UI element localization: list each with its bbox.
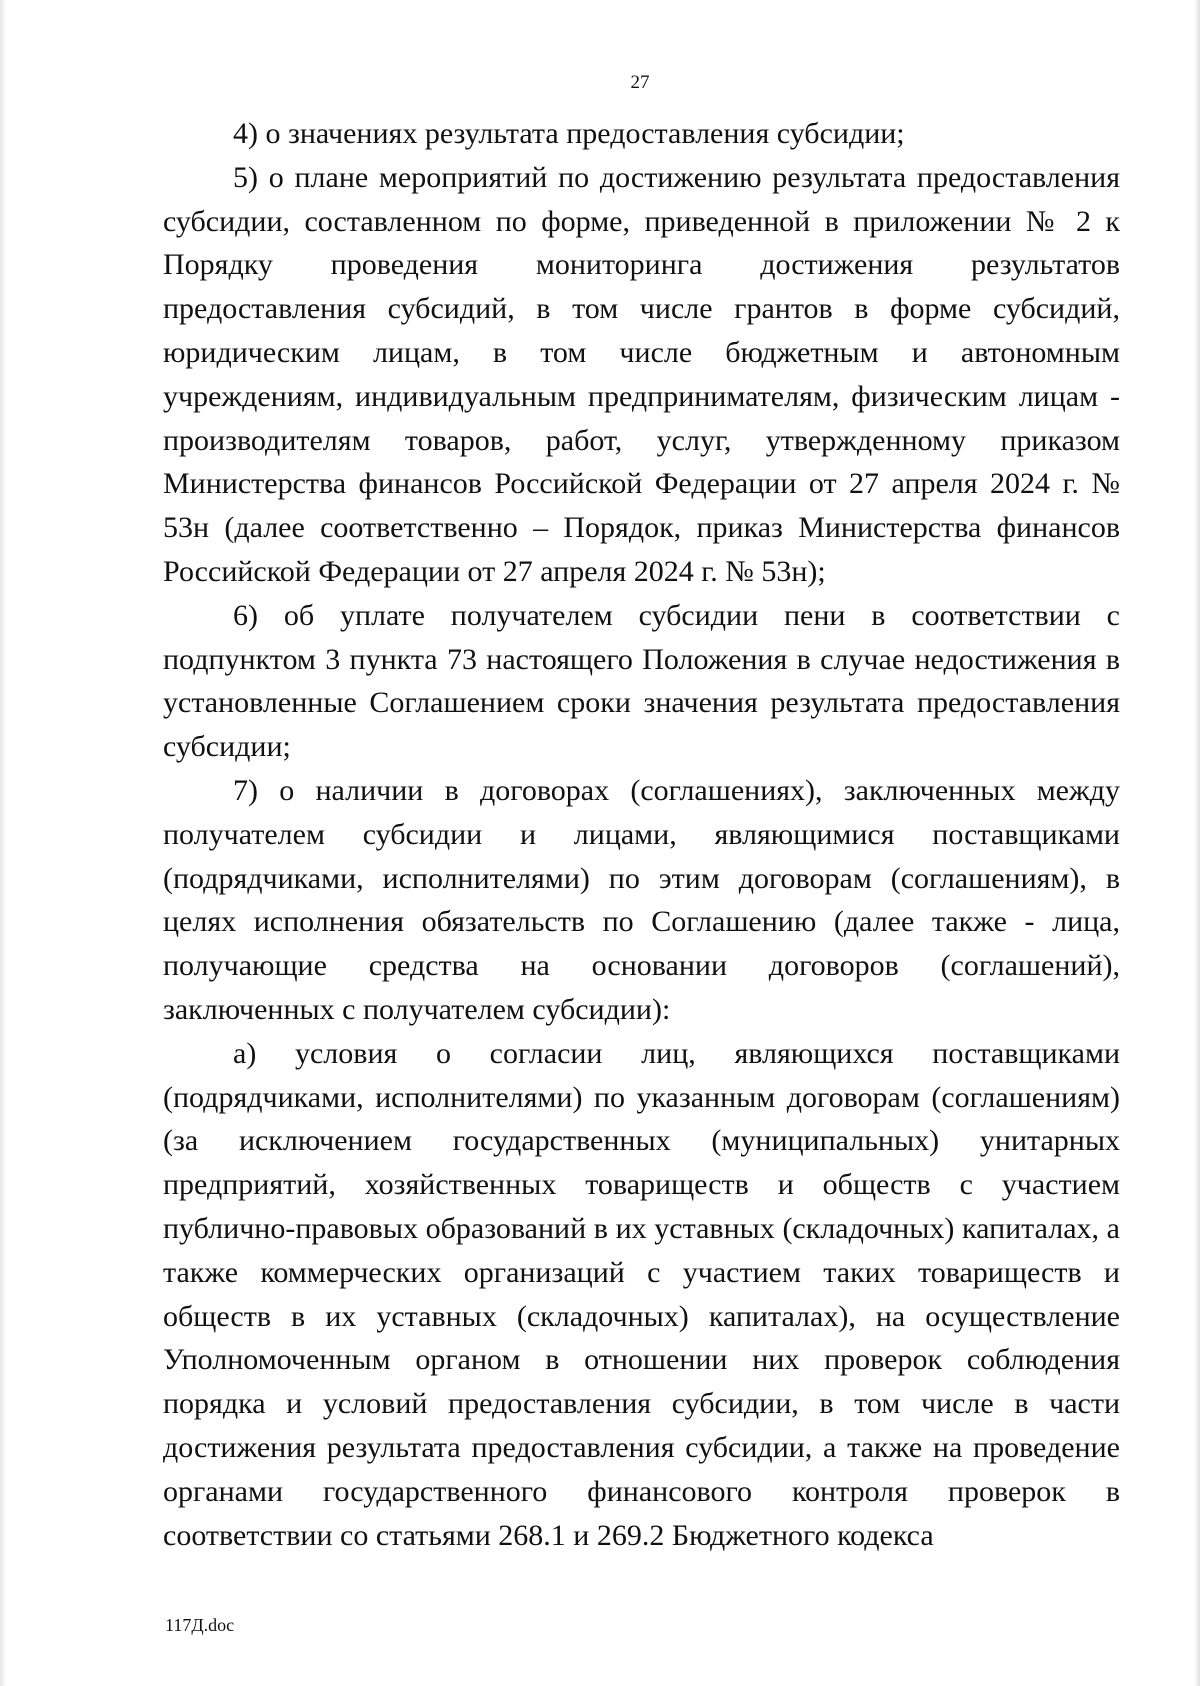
paragraph-item-6: 6) об уплате получателем субсидии пени в соответствии с подпунктом 3 пункта 73 настоящего Положения в случае недостижения в установленные Соглашением сроки значения результата предоставления субсидии; (163, 598, 1120, 764)
page-number: 27 (630, 72, 650, 93)
scan-edge-right (1194, 0, 1200, 1686)
paragraph-item-7: 7) о наличии в договорах (соглашениях), заключенных между получателем субсидии и лицами, являющимися поставщиками (подрядчиками, исполнителями) по этим договорам (соглашениям), в целях исполнения обязательств по Соглашению (далее также - лица, получающие средства на основании договоров (соглашений), заключенных с получателем субсидии): (163, 773, 1120, 1026)
scan-edge-left (0, 0, 6, 1686)
document-body (163, 112, 1120, 1557)
paragraph-item-4: 4) о значениях результата предоставления субсидии; (233, 117, 905, 150)
footer-filename: 117Д.doc (165, 1615, 235, 1635)
paragraph-subitem-a: а) условия о согласии лиц, являющихся поставщиками (подрядчиками, исполнителями) по указанным договорам (соглашениям) (за исключением государственных (муниципальных) унитарных предприятий, хозяйственных товариществ и обществ с участием публично-правовых образований в их уставных (складочных) капиталах, а также коммерческих организаций с участием таких товариществ и обществ в их уставных (складочных) капиталах), на осуществление Уполномоченным органом в отношении них проверок соблюдения порядка и условий предоставления субсидии, в том числе в части достижения результата предоставления субсидии, а также на проведение органами государственного финансового контроля проверок в соответствии со статьями 268.1 и 269.2 Бюджетного кодекса (163, 1036, 1120, 1552)
paragraph-item-5: 5) о плане мероприятий по достижению результата предоставления субсидии, составленном по форме, приведенной в приложении № 2 к Порядку проведения мониторинга достижения результатов предоставления субсидий, в том числе грантов в форме субсидий, юридическим лицам, в том числе бюджетным и автономным учреждениям, индивидуальным предпринимателям, физическим лицам - производителям товаров, работ, услуг, утвержденному приказом Министерства финансов Российской Федерации от 27 апреля 2024 г. № 53н (далее соответственно – Порядок, приказ Министерства финансов Российской Федерации от 27 апреля 2024 г. № 53н); (163, 160, 1120, 588)
